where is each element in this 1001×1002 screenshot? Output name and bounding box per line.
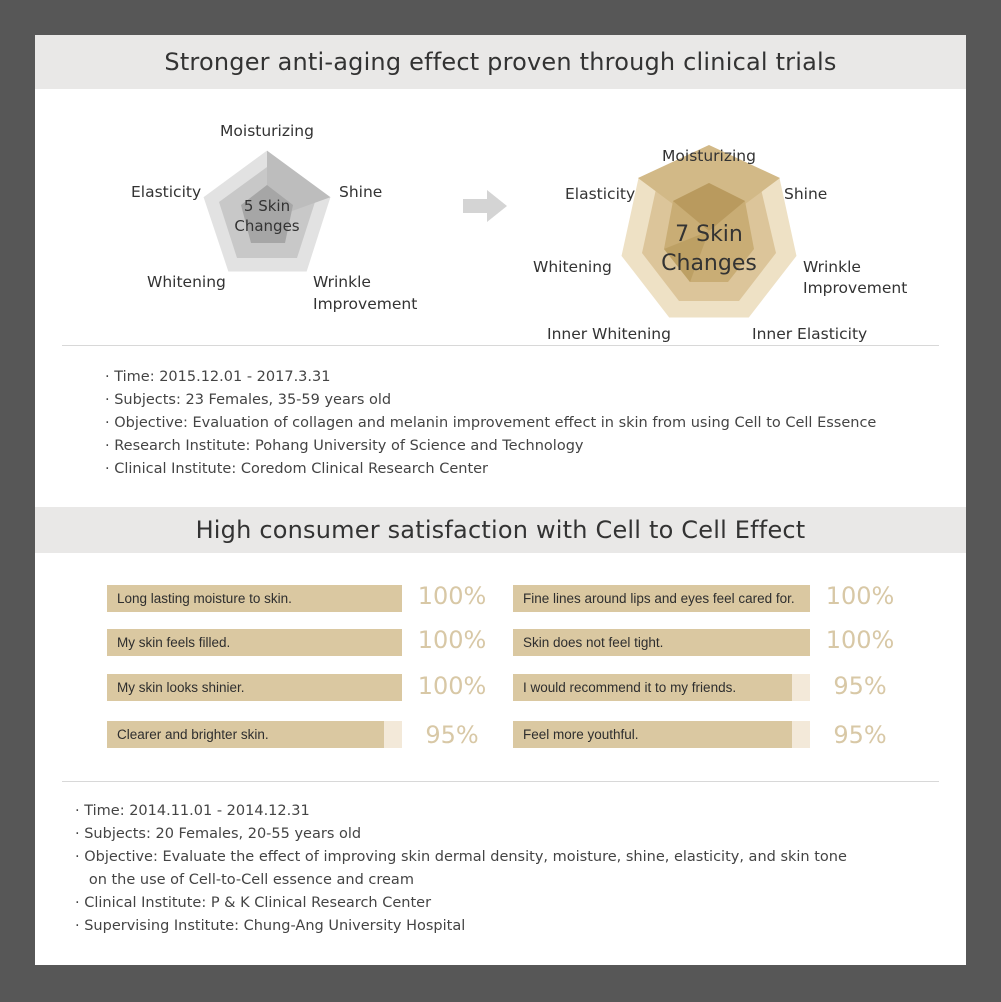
bar-label: Skin does not feel tight. (523, 635, 664, 650)
note-line: · Subjects: 23 Females, 35-59 years old (105, 392, 392, 408)
bar-percent: 95% (833, 672, 887, 700)
radar-before-center-1: 5 Skin (243, 197, 291, 215)
axis-label: Moisturizing (662, 147, 756, 165)
note-line: · Objective: Evaluation of collagen and melanin improvement effect in skin from using Cell to Cell Essence (105, 415, 877, 431)
bar-percent: 100% (825, 626, 895, 654)
radar-after-center-1: 7 Skin (675, 222, 743, 247)
bar-percent: 100% (417, 672, 487, 700)
axis-label: Whitening (147, 273, 226, 291)
note-line: · Time: 2015.12.01 - 2017.3.31 (105, 369, 331, 385)
note-line: on the use of Cell-to-Cell essence and cream (75, 872, 414, 888)
bar-percent: 100% (417, 626, 487, 654)
bar-percent: 100% (825, 582, 895, 610)
radar-after-center-2: Changes (661, 251, 757, 276)
section1-title: Stronger anti-aging effect proven through clinical trials (35, 35, 966, 89)
satisfaction-bar (107, 629, 402, 656)
satisfaction-bar (107, 721, 402, 748)
note-line: · Objective: Evaluate the effect of improving skin dermal density, moisture, shine, elasticity, and skin tone (75, 849, 847, 865)
satisfaction-bar (513, 674, 810, 701)
bar-label: Long lasting moisture to skin. (117, 591, 292, 606)
divider (62, 345, 939, 346)
satisfaction-bar (107, 585, 402, 612)
infographic-card (35, 35, 966, 965)
axis-label: Moisturizing (220, 122, 314, 140)
divider (62, 781, 939, 782)
note-line: · Clinical Institute: Coredom Clinical Research Center (105, 461, 489, 477)
axis-label: Shine (784, 185, 828, 203)
arrow-right-icon (463, 190, 507, 222)
axis-label: Wrinkle (803, 258, 861, 276)
bar-label: My skin looks shinier. (117, 680, 245, 695)
section2-title: High consumer satisfaction with Cell to Cell Effect (35, 507, 966, 553)
bar-percent: 95% (833, 721, 887, 749)
radar-before (115, 105, 445, 325)
radar-after (525, 105, 925, 350)
bar-label: Fine lines around lips and eyes feel cared for. (523, 591, 795, 606)
bar-percent: 95% (425, 721, 479, 749)
note-line: · Time: 2014.11.01 - 2014.12.31 (75, 803, 310, 819)
bar-label: Feel more youthful. (523, 727, 639, 742)
axis-label: Improvement (803, 279, 908, 297)
axis-label: Whitening (533, 258, 612, 276)
satisfaction-bar (513, 629, 810, 656)
study-notes-1 (105, 366, 876, 481)
note-line: · Subjects: 20 Females, 20-55 years old (75, 826, 362, 842)
note-line: · Research Institute: Pohang University of Science and Technology (105, 438, 584, 454)
axis-label: Inner Whitening (547, 325, 671, 343)
axis-label: Improvement (313, 295, 418, 313)
axis-label: Shine (339, 183, 383, 201)
bar-label: My skin feels filled. (117, 635, 231, 650)
satisfaction-bar (513, 585, 810, 612)
bar-label: Clearer and brighter skin. (117, 727, 269, 742)
satisfaction-bar (513, 721, 810, 748)
study-notes-2 (75, 800, 847, 938)
axis-label: Wrinkle (313, 273, 371, 291)
satisfaction-bar (107, 674, 402, 701)
note-line: · Supervising Institute: Chung-Ang University Hospital (75, 918, 466, 934)
axis-label: Elasticity (565, 185, 636, 203)
bar-percent: 100% (417, 582, 487, 610)
radar-before-center-2: Changes (234, 217, 300, 235)
axis-label: Elasticity (131, 183, 202, 201)
note-line: · Clinical Institute: P & K Clinical Research Center (75, 895, 432, 911)
bar-label: I would recommend it to my friends. (523, 680, 737, 695)
axis-label: Inner Elasticity (752, 325, 868, 343)
